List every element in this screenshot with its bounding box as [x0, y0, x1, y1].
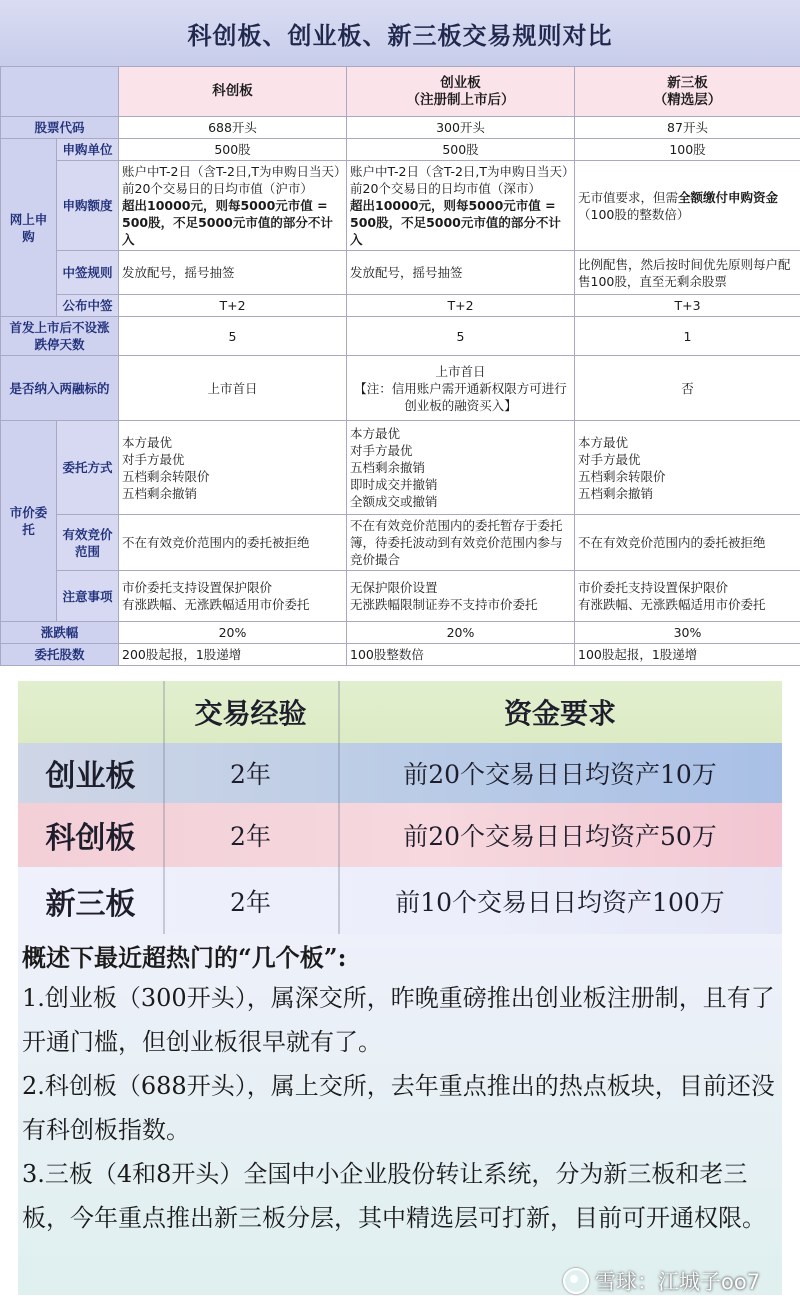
requirements-header	[18, 681, 782, 743]
requirements-board: 新三板	[45, 886, 136, 922]
requirements-header-funds: 资金要求	[503, 697, 616, 730]
label-online-subscription: 网上申购	[1, 139, 57, 317]
label-valid-range-1: 有效竞价	[62, 526, 113, 542]
order-type-kcb-1: 本方最优	[122, 434, 173, 450]
watermark-text: 雪球：江城子oo7	[595, 1270, 761, 1294]
sub-quota-kcb-rule: 超出10000元，则每5000元市值 = 500股，不足5000元市值的部分不计入	[122, 198, 333, 247]
margin-cyb-text: 上市首日	[435, 363, 486, 379]
sub-quota-cyb	[347, 161, 575, 251]
rules-table	[0, 66, 800, 666]
col-kcb: 科创板	[119, 67, 347, 117]
valid-range-cyb: 不在有效竞价范围内的委托暂存于委托簿，待委托波动到有效竞价范围内参与竞价撮合	[347, 515, 575, 571]
order-type-cyb	[347, 421, 575, 515]
sub-quota-kcb-text: 账户中T-2日（含T-2日,T为申购日当天）前20个交易日的日均市值（沪市）	[122, 164, 341, 196]
order-type-xsb-4: 五档剩余撤销	[578, 485, 654, 501]
order-type-xsb-3: 五档剩余转限价	[578, 468, 666, 484]
header-blank	[1, 67, 119, 117]
requirements-board: 创业板	[45, 759, 136, 794]
order-type-cyb-5: 全额成交或撤销	[350, 494, 438, 509]
order-type-cyb-2: 对手方最优	[350, 443, 413, 458]
notes-paragraph-1: 1.创业板（300开头），属深交所，昨晚重磅推出创业板注册制，且有了开通门槛，但创业板很早就有了。	[22, 984, 775, 1056]
sub-quota-cyb-text: 账户中T-2日（含T-2日,T为申购日当天）前20个交易日的日均市值（深市）	[350, 164, 569, 196]
requirements-row-kcb	[18, 803, 782, 867]
notes-cyb-1: 无保护限价设置	[350, 580, 438, 595]
sub-quota-kcb	[119, 161, 347, 251]
price-limit-kcb: 20%	[119, 622, 347, 644]
col-xsb-note: （精选层）	[653, 91, 722, 108]
lottery-kcb: 发放配号，摇号抽签	[119, 251, 347, 295]
notes-paragraph-3: 3.三板（4和8开头）全国中小企业股份转让系统，分为新三板和老三板，今年重点推出新三板分层，其中精选层可打新，目前可开通权限。	[22, 1160, 766, 1232]
order-type-xsb	[575, 421, 800, 515]
price-limit-xsb: 30%	[575, 622, 800, 644]
label-price-limit: 涨跌幅	[1, 622, 119, 644]
order-type-xsb-1: 本方最优	[578, 434, 629, 450]
requirements-experience: 2年	[230, 822, 271, 851]
requirements-header-experience: 交易经验	[194, 697, 307, 730]
label-sub-unit: 申购单位	[57, 139, 119, 161]
requirements-board: 科创板	[45, 821, 136, 856]
notes-section	[18, 934, 782, 1295]
label-order-qty: 委托股数	[1, 644, 119, 666]
valid-range-xsb: 不在有效竞价范围内的委托被拒绝	[575, 515, 800, 571]
margin-cyb	[347, 356, 575, 421]
margin-xsb: 否	[575, 356, 800, 421]
sub-quota-cyb-rule: 超出10000元，则每5000元市值 = 500股，不足5000元市值的部分不计入	[350, 198, 561, 247]
notes-kcb	[119, 571, 347, 622]
label-margin: 是否纳入两融标的	[1, 356, 119, 421]
order-type-cyb-3: 五档剩余撤销	[350, 460, 426, 475]
valid-range-kcb: 不在有效竞价范围内的委托被拒绝	[119, 515, 347, 571]
stock-code-cyb: 300开头	[347, 117, 575, 139]
notes-xsb-1: 市价委托支持设置保护限价	[578, 580, 729, 595]
requirements-funds: 前20个交易日日均资产50万	[403, 822, 717, 851]
label-lottery: 中签规则	[57, 251, 119, 295]
limit-days-cyb: 5	[347, 317, 575, 356]
price-limit-cyb: 20%	[347, 622, 575, 644]
notes-xsb	[575, 571, 800, 622]
sub-unit-xsb: 100股	[575, 139, 800, 161]
order-qty-cyb: 100股整数倍	[347, 644, 575, 666]
notes-kcb-2: 有涨跌幅、无涨跌幅适用市价委托	[122, 597, 310, 612]
label-valid-range-2: 范围	[74, 543, 100, 559]
label-sub-quota: 申购额度	[57, 161, 119, 251]
col-xsb-name: 新三板	[667, 74, 708, 91]
sub-unit-cyb: 500股	[347, 139, 575, 161]
table-title: 科创板、创业板、新三板交易规则对比	[0, 0, 800, 67]
label-market-order: 市价委托	[1, 421, 57, 622]
col-cyb-note: （注册制上市后）	[406, 91, 515, 108]
notes-cyb	[347, 571, 575, 622]
announce-cyb: T+2	[347, 295, 575, 317]
order-type-kcb-4: 五档剩余撤销	[122, 485, 198, 501]
watermark	[563, 1266, 795, 1296]
order-type-xsb-2: 对手方最优	[578, 451, 641, 467]
announce-xsb: T+3	[575, 295, 800, 317]
sub-quota-xsb-text: 无市值要求，但需	[578, 189, 679, 205]
notes-cyb-2: 无涨跌幅限制证券不支持市价委托	[350, 597, 538, 612]
requirements-divider	[163, 681, 165, 934]
announce-kcb: T+2	[119, 295, 347, 317]
requirements-row-xsb	[18, 867, 782, 934]
label-limit-days-1: 首发上市后不设涨	[9, 320, 110, 335]
sub-unit-kcb: 500股	[119, 139, 347, 161]
order-type-cyb-1: 本方最优	[350, 426, 401, 441]
limit-days-xsb: 1	[575, 317, 800, 356]
label-announce: 公布中签	[57, 295, 119, 317]
label-limit-days-2: 跌停天数	[34, 337, 85, 352]
requirements-funds: 前10个交易日日均资产100万	[395, 887, 725, 917]
lottery-xsb: 比例配售，然后按时间优先原则每户配售100股，直至无剩余股票	[575, 251, 800, 295]
sub-quota-xsb	[575, 161, 800, 251]
order-type-cyb-4: 即时成交并撤销	[350, 477, 438, 492]
label-stock-code: 股票代码	[1, 117, 119, 139]
order-qty-kcb: 200股起报，1股递增	[119, 644, 347, 666]
sub-quota-xsb-bold: 全额缴付申购资金	[678, 189, 779, 205]
order-type-kcb-3: 五档剩余转限价	[122, 468, 210, 484]
order-type-kcb	[119, 421, 347, 515]
col-xsb	[575, 67, 800, 117]
notes-kcb-1: 市价委托支持设置保护限价	[122, 580, 273, 595]
label-limit-days	[1, 317, 119, 356]
margin-kcb: 上市首日	[119, 356, 347, 421]
col-cyb	[347, 67, 575, 117]
requirements-row-cyb	[18, 743, 782, 803]
margin-cyb-note: 【注：信用账户需开通新权限方可进行创业板的融资买入】	[354, 380, 567, 413]
requirements-table	[18, 681, 782, 934]
requirements-funds: 前20个交易日日均资产10万	[403, 760, 717, 789]
snowball-logo-icon	[563, 1268, 589, 1294]
notes-xsb-2: 有涨跌幅、无涨跌幅适用市价委托	[578, 597, 766, 612]
stock-code-xsb: 87开头	[575, 117, 800, 139]
order-qty-xsb: 100股起报，1股递增	[575, 644, 800, 666]
sub-quota-xsb-note: （100股的整数倍）	[578, 206, 690, 222]
notes-paragraph-2: 2.科创板（688开头），属上交所，去年重点推出的热点板块，目前还没有科创板指数。	[22, 1072, 775, 1144]
label-valid-range	[57, 515, 119, 571]
label-order-type: 委托方式	[57, 421, 119, 515]
requirements-divider	[338, 681, 340, 934]
col-cyb-name: 创业板	[440, 74, 481, 91]
requirements-experience: 2年	[230, 760, 271, 789]
limit-days-kcb: 5	[119, 317, 347, 356]
requirements-experience: 2年	[230, 887, 271, 917]
order-type-kcb-2: 对手方最优	[122, 451, 185, 467]
notes-heading: 概述下最近超热门的“几个板”:	[22, 943, 347, 972]
stock-code-kcb: 688开头	[119, 117, 347, 139]
lottery-cyb: 发放配号，摇号抽签	[347, 251, 575, 295]
label-notes: 注意事项	[57, 571, 119, 622]
